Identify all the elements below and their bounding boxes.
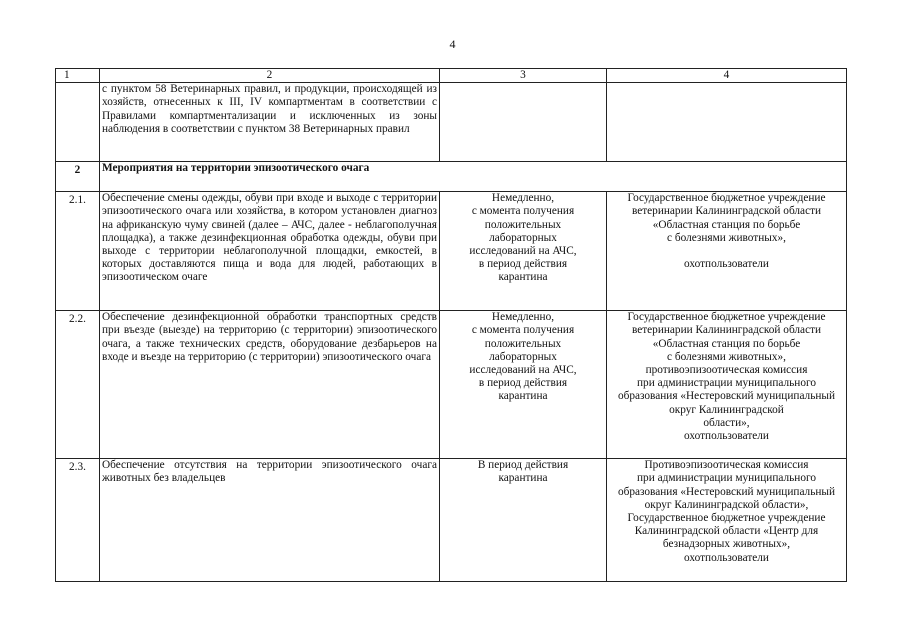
cell-line: исследований на АЧС, (469, 364, 577, 377)
cell-line: образования «Нестеровский муниципальный (617, 485, 836, 498)
cell-line: охотпользователи (684, 430, 769, 443)
cell-line: Немедленно, (491, 192, 555, 205)
cell-line: карантина (498, 390, 548, 403)
row-number: 2.2. (56, 311, 100, 459)
measure-text: Обеспечение смены одежды, обуви при входе и выходе с территории эпизоотического очага или хозяйства, в котором установлен диагноз на африканскую чуму свиней (далее – АЧС, далее - неблагополучная площадка), а также дезинфекционная обработка одежды, обуви при выходе с территории неблагополучной площадки, емкостей, в которых доставляются пища и вода для людей, работающих в эпизоотическом очаге (100, 192, 440, 311)
column-header: 4 (607, 69, 847, 83)
table-row (56, 459, 847, 582)
cell-line: округ Калининградской области», (644, 498, 809, 511)
measures-table (55, 68, 847, 582)
table-cell (56, 83, 100, 162)
column-header: 1 (56, 69, 100, 83)
cell-line: противоэпизоотическая комиссия (645, 364, 808, 377)
responsible-cell (607, 459, 847, 582)
cell-line: области», (703, 416, 750, 429)
cell-line: в период действия (478, 258, 568, 271)
section-title: Мероприятия на территории эпизоотического очага (100, 162, 847, 192)
cell-line: карантина (498, 271, 548, 284)
cell-line: положительных (484, 337, 562, 350)
cell-line: при администрации муниципального (637, 472, 816, 485)
cell-line: Калининградской области «Центр для (634, 525, 819, 538)
cell-line: Государственное бюджетное учреждение (627, 311, 826, 324)
cell-line: Противоэпизоотическая комиссия (644, 459, 809, 472)
section-row (56, 162, 847, 192)
cell-line: лабораторных (489, 350, 557, 363)
cell-line (609, 245, 844, 258)
cell-line: «Областная станция по борьбе (652, 218, 801, 231)
table-cell (440, 83, 607, 162)
cell-line: охотпользователи (684, 258, 769, 271)
responsible-cell (607, 311, 847, 459)
cell-line: Государственное бюджетное учреждение (627, 192, 826, 205)
measure-text: Обеспечение дезинфекционной обработки транспортных средств при въезде (выезде) на территорию (с территории) эпизоотического очага, а также технических средств, оборудование дезбарьеров на входе и въезде на территорию (с территории) эпизоотического очага (100, 311, 440, 459)
cell-line: Немедленно, (491, 311, 555, 324)
cell-line: округ Калининградской (669, 403, 784, 416)
page-number: 4 (449, 37, 456, 51)
measure-text: Обеспечение отсутствия на территории эпизоотического очага животных без владельцев (100, 459, 440, 582)
cell-line: ветеринарии Калининградской области (631, 324, 822, 337)
cell-line: в период действия (478, 377, 568, 390)
cell-line: «Областная станция по борьбе (652, 337, 801, 350)
row-number: 2.3. (56, 459, 100, 582)
cell-line: с болезнями животных», (667, 350, 786, 363)
column-header: 3 (440, 69, 607, 83)
cell-line: безнадзорных животных», (662, 538, 791, 551)
table-header-row (56, 69, 847, 83)
table-row (56, 311, 847, 459)
cell-line: с момента получения (471, 205, 575, 218)
cell-line: лабораторных (489, 231, 557, 244)
cell-line: ветеринарии Калининградской области (631, 205, 822, 218)
cell-line: с момента получения (471, 324, 575, 337)
table-cell (607, 83, 847, 162)
cell-line: В период действия (477, 459, 569, 472)
cell-line: при администрации муниципального (637, 377, 816, 390)
section-number: 2 (56, 162, 100, 192)
term-cell (440, 192, 607, 311)
row-number: 2.1. (56, 192, 100, 311)
table-row (56, 192, 847, 311)
table-row (56, 83, 847, 162)
cell-line: исследований на АЧС, (469, 245, 577, 258)
continued-measure-text: с пунктом 58 Ветеринарных правил, и продукции, происходящей из хозяйств, отнесенных к III, IV компартментам в соответствии с Правилами компартментализации и исключенных из зоны наблюдения в соответствии с пунктом 38 Ветеринарных правил (100, 83, 440, 162)
cell-line: положительных (484, 218, 562, 231)
responsible-cell (607, 192, 847, 311)
cell-line: карантина (498, 472, 548, 485)
term-cell (440, 311, 607, 459)
cell-line: образования «Нестеровский муниципальный (617, 390, 836, 403)
term-cell (440, 459, 607, 582)
cell-line: с болезнями животных», (667, 231, 786, 244)
cell-line: Государственное бюджетное учреждение (627, 512, 826, 525)
column-header: 2 (100, 69, 440, 83)
cell-line: охотпользователи (684, 551, 769, 564)
